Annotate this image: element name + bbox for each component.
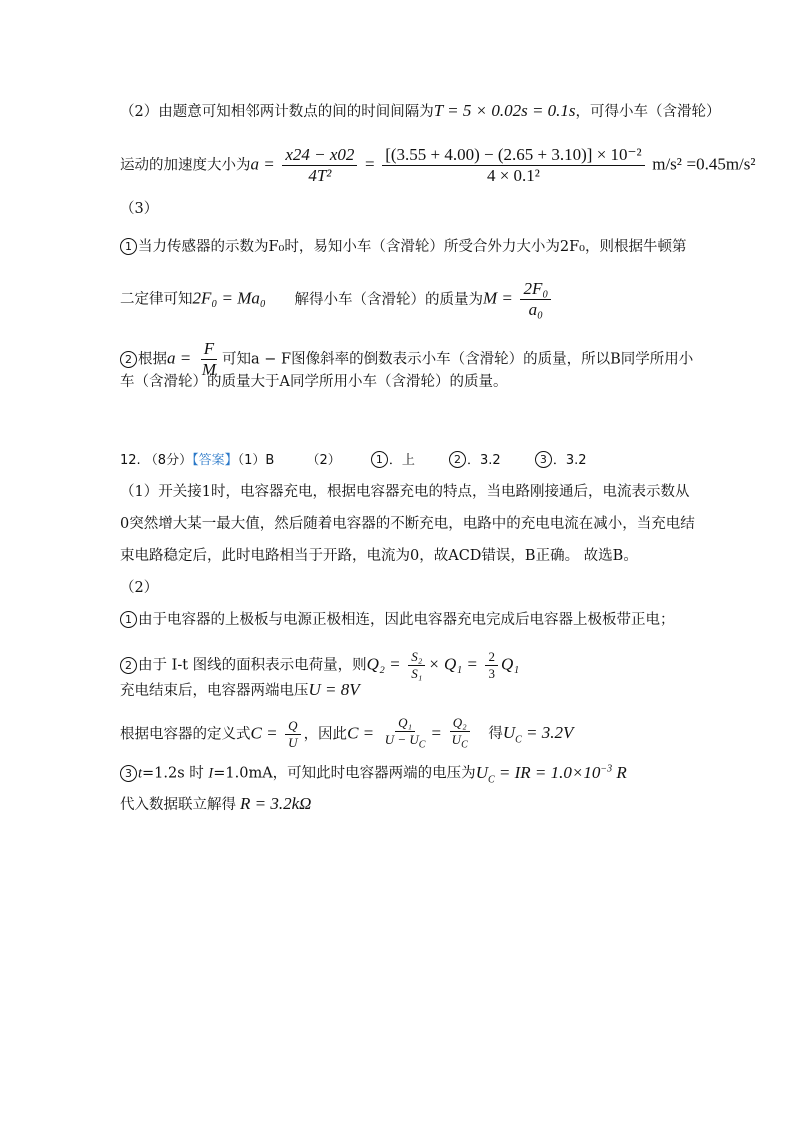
q12-e2-item6 (120, 794, 311, 815)
q12-e2-item1 (120, 610, 675, 630)
p1-text: 当力传感器的示数为F₀时，易知小车（含滑轮）所受合外力大小为2F₀，则根据牛顿第 (138, 239, 687, 255)
q12-ans2a: ．上 (388, 453, 415, 468)
e2-4-f3-den: $U_C$ (451, 732, 468, 751)
e2-4-fraction-1 (285, 719, 300, 750)
e2-2-f1-num: S₂ (408, 650, 425, 666)
e2-5-b: =1.0mA，可知此时电容器两端的电压为 (213, 765, 476, 782)
accel-frac1-num: x24 − x02 (282, 146, 357, 166)
e2-6-eq: R = 3.2kΩ (240, 794, 312, 813)
q12-e2-item2 (120, 650, 519, 681)
e2-3-eq: U = 8V (308, 680, 360, 699)
part2-line2: 运动的加速度大小为a = $\frac{x24 - x02}{\text{4T²}}$ = $\frac{\text{[(3.55 + 4.00) − (2.65 + 3.10)] × 10⁻²}}{\text{4 × 0.1²}}$ m/s² =0.45m/s² (120, 145, 756, 185)
p1-mass-lhs: M = (482, 288, 513, 308)
accel-unit: m/s² (652, 154, 682, 174)
accel-frac2-den: 4 × 0.1² (486, 166, 540, 185)
e2-2-f2-den: 3 (488, 666, 495, 681)
q12-header (120, 451, 587, 471)
e2-5-t: t (138, 765, 143, 782)
e2-4-f1-den: U (288, 734, 298, 750)
e2-5-a: =1.2s 时 (142, 765, 209, 782)
p1-mass-fraction (520, 280, 551, 319)
q12-e1-line1: （1）开关接1时，电容器充电，根据电容器充电的特点，当电路刚接通后，电流表示数从 (120, 484, 690, 500)
part3-p1-line1 (120, 237, 686, 257)
accel-lead: 运动的加速度大小为 (120, 157, 251, 174)
circled-2-icon: 2 (120, 657, 137, 674)
p1-mass-den: a₀ (528, 300, 544, 319)
p1-mass-num: 2F₀ (520, 280, 551, 300)
circled-3-icon: 3 (535, 451, 552, 468)
e2-2-fraction-2 (485, 650, 498, 681)
e2-5-eq: $U_C$ = IR = $1.0\times 10^{-3}$ R (475, 762, 627, 786)
e2-1-text: 由于电容器的上极板与电源正极相连，因此电容器充电完成后电容器上极板带正电； (138, 612, 675, 628)
q12-e2-item3 (120, 680, 360, 701)
part2-line1 (120, 101, 721, 122)
q12-e2-item5 (120, 759, 627, 790)
circled-3-icon: 3 (120, 765, 137, 782)
e2-4-f3-num: Q₂ (450, 716, 470, 732)
e2-4-f2-num: Q₁ (395, 716, 415, 732)
accel-fraction-2 (382, 146, 644, 185)
e2-2-lead: 由于 I-t 图线的面积表示电荷量，则 (138, 657, 367, 674)
e2-2-f2-num: 2 (485, 650, 498, 666)
q12-ans1: （1）B (237, 453, 275, 468)
period-equation: T = 5 × 0.02s = 0.1s (433, 101, 576, 120)
q12-e1-line2: 0突然增大某一最大值，然后随着电容器的不断充电，电路中的充电电流在减小，当充电结 (120, 516, 695, 532)
answer-tag: 【答案】 (192, 453, 238, 468)
p1-line2b: 解得小车（含滑轮）的质量为 (294, 291, 483, 308)
e2-2-f1-den: S₁ (411, 666, 423, 681)
e2-4-fraction-2 (382, 716, 429, 753)
e2-3-text: 充电结束后，电容器两端电压 (120, 683, 309, 699)
p2-text: 可知a − F图像斜率的倒数表示小车（含滑轮）的质量，所以B同学所用小 (222, 351, 694, 368)
e2-6-lead: 代入数据联立解得 (120, 797, 236, 813)
accel-frac2-num: [(3.55 + 4.00) − (2.65 + 3.10)] × 10⁻² (382, 146, 644, 166)
circled-2-icon: 2 (449, 451, 466, 468)
e2-4-mid: ，因此 (303, 726, 348, 743)
part3-label: （3） (120, 201, 159, 217)
e2-4-c: C = (250, 723, 278, 743)
e2-2-q2: Q₂ = (366, 654, 401, 674)
e2-4-get: 得 (488, 726, 503, 743)
e2-5-i: I (208, 765, 214, 782)
e2-2-end: Q₁ (500, 654, 520, 674)
circled-1-icon: 1 (371, 451, 388, 468)
accel-result: =0.45m/s² (686, 154, 756, 174)
e2-4-lead: 根据电容器的定义式 (120, 726, 251, 743)
q12-e2-label: （2） (120, 580, 159, 596)
p1-line2a: 二定律可知 (120, 291, 193, 308)
e2-4-fraction-3 (449, 716, 471, 753)
accel-frac1-den: 4T² (308, 166, 332, 185)
circled-1-icon: 1 (120, 238, 137, 255)
q12-e1-line3: 束电路稳定后，此时电路相当于开路，电流为0，故ACD错误，B正确。 故选B。 (120, 548, 638, 564)
e2-4-f1-num: Q (285, 719, 300, 735)
p2-a: a = (167, 348, 192, 368)
p1-equation: 2F₀ = Ma₀ (192, 288, 266, 308)
accel-lhs: a = (250, 154, 275, 174)
part2-intro: （2）由题意可知相邻两计数点的间的时间间隔为 (120, 104, 434, 120)
q12-ans2c: ．3.2 (552, 453, 587, 468)
q12-ans2: （2） (306, 453, 341, 468)
q12-e2-item4 (120, 716, 573, 753)
circled-2-icon: 2 (120, 351, 137, 368)
circled-1-icon: 1 (120, 611, 137, 628)
accel-fraction-1 (282, 146, 357, 185)
e2-2-mid: × Q₁ = (428, 654, 478, 674)
e2-4-c2: C = (347, 723, 375, 743)
e2-2-fraction-1 (408, 650, 425, 681)
part3-p1-line2 (120, 280, 554, 319)
q12-ans2b: ．3.2 (467, 453, 501, 468)
e2-4-eq: = (431, 723, 442, 743)
q12-number: 12. （8分） (120, 453, 193, 468)
part3-p2-line2: 车（含滑轮）的质量大于A同学所用小车（含滑轮）的质量。 (120, 374, 508, 390)
e2-4-res: $U_C = 3.2V$ (502, 723, 574, 746)
p2-frac-den: M (201, 360, 217, 379)
p2-frac-num: F (201, 340, 217, 360)
part2-after: ，可得小车（含滑轮） (575, 104, 721, 120)
e2-4-f2-den: $U - U_C$ (384, 732, 426, 751)
p2-lead: 根据 (138, 351, 167, 368)
